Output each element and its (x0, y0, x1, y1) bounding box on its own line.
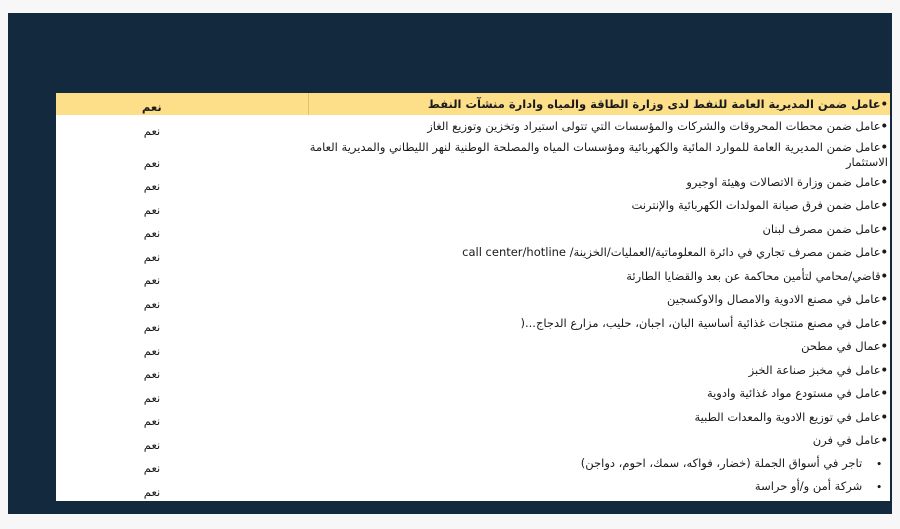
document-page (56, 93, 890, 501)
bullet-mark: • (880, 315, 888, 330)
bullet-mark: • (880, 386, 888, 401)
row-text-cell (308, 288, 890, 312)
bullet-mark: • (880, 198, 888, 213)
row-answer: نعم (143, 484, 161, 499)
bullet-mark: • (880, 119, 888, 134)
row-text-cell (308, 265, 890, 289)
bullet-mark: • (880, 409, 888, 424)
row-text-cell (308, 335, 890, 359)
bullet-mark: • (880, 292, 888, 307)
row-answer: نعم (143, 390, 161, 405)
row-text: عامل ضمن المديرية العامة للموارد المائية والكهربائية ومؤسسات المياه والمصلحة الوطنية لنهر الليطاني والمديرية العامة الاستثمار (309, 139, 888, 169)
header-text-cell (308, 93, 890, 115)
row-text-cell (308, 429, 890, 453)
bullet-mark: • (880, 339, 888, 354)
bullet-mark: • (880, 362, 888, 377)
row-answer: نعم (143, 414, 161, 428)
row-text-cell (308, 241, 890, 265)
header-text: عامل ضمن المديرية العامة للنفط لدى وزارة الطاقة والمياه وادارة منشآت النفط (427, 96, 881, 111)
row-answer: نعم (143, 367, 161, 381)
table-row (56, 171, 890, 195)
row-text-cell (308, 359, 890, 383)
eligibility-table (56, 93, 890, 500)
row-text: شركة أمن و/أو حراسة (754, 479, 863, 494)
row-text: تاجر في أسواق الجملة (خضار، فواكه، سمك، احوم، دواجن) (580, 455, 863, 470)
row-text: عامل في مخبز صناعة الخبز (748, 362, 881, 377)
row-answer: نعم (143, 123, 161, 138)
row-answer: نعم (143, 273, 161, 287)
row-answer: نعم (143, 249, 161, 264)
row-text: عامل ضمن محطات المحروقات والشركات والمؤسسات التي تتولى استيراد وتخزين وتوزيع الغاز (427, 119, 881, 134)
row-text: قاضي/محامي لتأمين محاكمة عن بعد والقضايا الطارئة (626, 268, 881, 283)
row-text: عمال في مطحن (801, 339, 881, 354)
row-text-cell (308, 171, 890, 195)
row-text: عامل في مصنع الادوية والامصال والاوكسجين (666, 292, 881, 307)
row-text-cell (308, 115, 890, 139)
table-row (56, 115, 890, 139)
table-row (56, 453, 890, 477)
row-text: عامل ضمن مصرف لبنان (762, 221, 881, 236)
table-row (56, 218, 890, 242)
row-text-cell (308, 382, 890, 406)
row-text: عامل في توزيع الادوية والمعدات الطبية (694, 409, 881, 424)
screen-frame (8, 13, 892, 514)
row-answer: نعم (143, 155, 161, 170)
bullet-mark: • (876, 483, 882, 494)
bullet-mark: • (880, 221, 888, 236)
row-answer: نعم (143, 179, 161, 193)
table-row (56, 288, 890, 312)
bullet-mark: • (880, 139, 888, 154)
table-header-row (56, 93, 890, 115)
bullet-mark: • (880, 245, 888, 260)
row-text-cell (308, 453, 890, 477)
row-answer: نعم (143, 320, 161, 334)
table-row (56, 139, 890, 171)
bullet-mark: • (880, 174, 888, 189)
row-answer: نعم (143, 202, 161, 217)
row-text-cell (308, 218, 890, 242)
row-text: عامل ضمن فرق صيانة المولدات الكهربائية والإنترنت (631, 198, 881, 213)
table-row (56, 382, 890, 406)
table-row (56, 476, 890, 500)
row-text: عامل ضمن مصرف تجاري في دائرة المعلوماتية/العمليات/الخزينة/ call center/hotline (462, 245, 881, 260)
row-text: عامل ضمن وزارة الاتصالات وهيئة اوجيرو (686, 174, 881, 189)
row-text: عامل في مصنع منتجات غذائية أساسية البان، اجبان، حليب، مزارع الدجاج...( (520, 315, 881, 330)
row-text: عامل في مستودع مواد غذائية وادوية (706, 386, 881, 401)
row-answer: نعم (143, 461, 161, 475)
table-row (56, 359, 890, 383)
row-text-cell (308, 312, 890, 336)
table-row (56, 312, 890, 336)
table-row (56, 265, 890, 289)
row-answer: نعم (143, 226, 161, 240)
row-answer: نعم (143, 296, 161, 311)
row-text-cell (308, 194, 890, 218)
table-row (56, 406, 890, 430)
table-row (56, 241, 890, 265)
table-row (56, 335, 890, 359)
bullet-mark: • (880, 268, 888, 283)
table-row (56, 194, 890, 218)
row-text: عامل في فرن (812, 433, 881, 448)
row-text-cell (308, 406, 890, 430)
row-answer: نعم (143, 343, 161, 358)
row-answer: نعم (143, 437, 161, 452)
header-answer: نعم (56, 93, 308, 115)
bullet-mark: • (880, 96, 888, 111)
bullet-mark: • (880, 433, 888, 448)
bullet-mark: • (876, 459, 882, 470)
table-row (56, 429, 890, 453)
row-text-cell (308, 476, 890, 500)
row-text-cell (308, 139, 890, 171)
